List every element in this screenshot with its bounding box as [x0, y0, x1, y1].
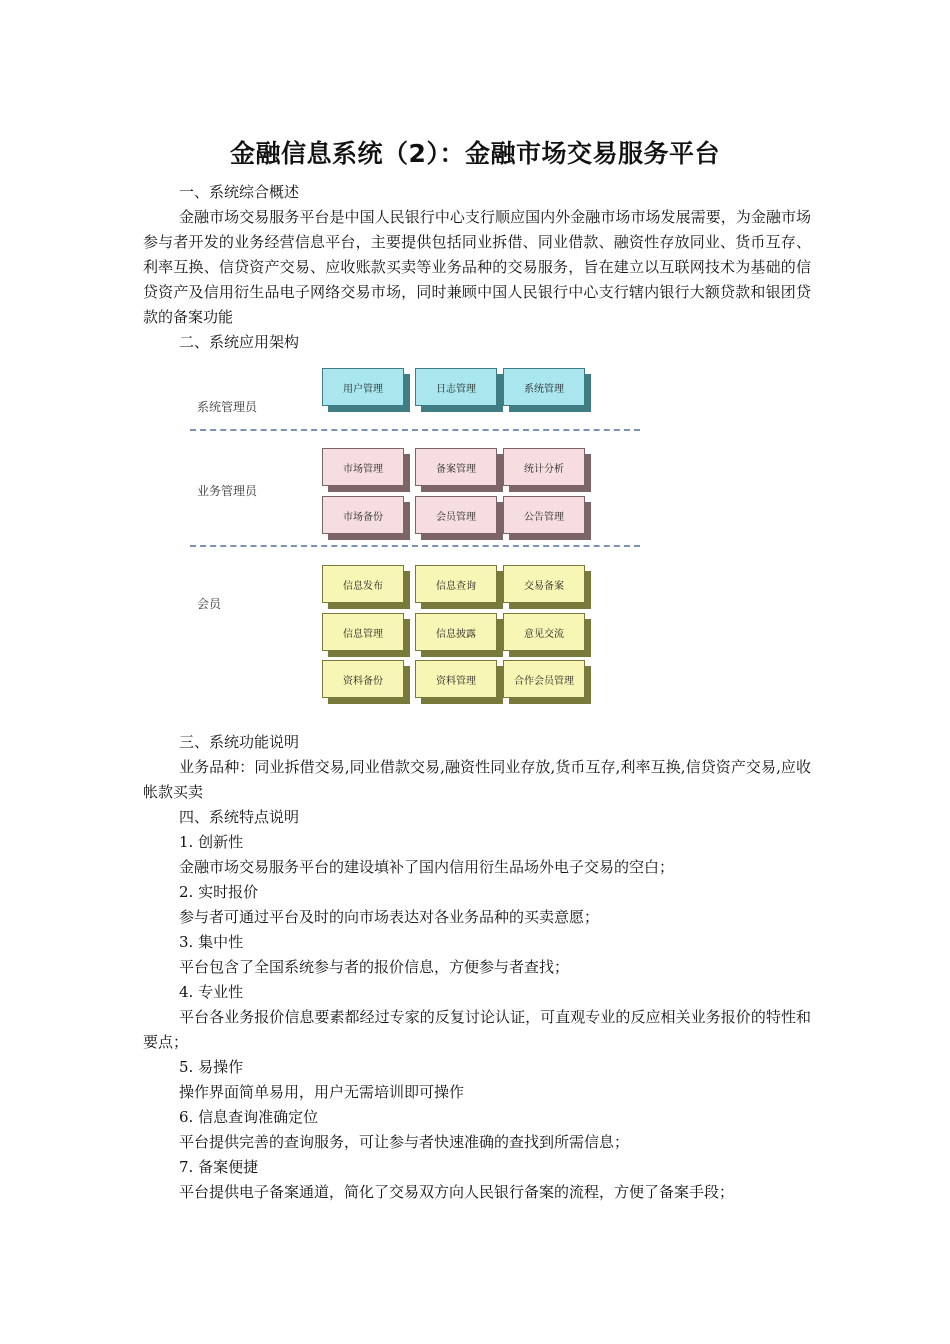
- feature-description: 平台提供电子备案通道，简化了交易双方向人民银行备案的流程，方便了备案手段；: [179, 1183, 735, 1201]
- section-2-heading: 二、系统应用架构: [179, 333, 300, 351]
- role-label-member: 会员: [197, 597, 222, 611]
- role-label-system-admin: 系统管理员: [197, 400, 258, 414]
- module-box-user-management: 用户管理: [322, 368, 404, 406]
- feature-label: 2. 实时报价: [179, 883, 259, 901]
- section-1-body: 金融市场交易服务平台是中国人民银行中心支行顺应国内外金融市场市场发展需要，为金融市场参与者开发的业务经营信息平台，主要提供包括同业拆借、同业借款、融资性存放同业、货币互存、利率互换、信贷资产交易、应收账款买卖等业务品种的交易服务，旨在建立以互联网技术为基础的信贷资产及信用衍生品电子网络交易市场，同时兼顾中国人民银行中心支行辖内银行大额贷款和银团贷款的备案功能: [143, 208, 811, 326]
- role-label-business-admin: 业务管理员: [197, 484, 258, 498]
- layer-separator: [190, 429, 640, 431]
- layer-separator: [190, 545, 640, 547]
- module-box-member-management: 会员管理: [415, 496, 497, 534]
- architecture-diagram: [185, 360, 645, 710]
- module-box-system-management: 系统管理: [503, 368, 585, 406]
- feature-label: 5. 易操作: [179, 1058, 244, 1076]
- feature-description: 平台各业务报价信息要素都经过专家的反复讨论认证，可直观专业的反应相关业务报价的特性和要点；: [143, 1008, 811, 1051]
- module-box-statistics: 统计分析: [503, 448, 585, 486]
- module-box-announcement-management: 公告管理: [503, 496, 585, 534]
- feature-label: 3. 集中性: [179, 933, 244, 951]
- feature-description: 金融市场交易服务平台的建设填补了国内信用衍生品场外电子交易的空白；: [179, 858, 675, 876]
- feature-label: 6. 信息查询准确定位: [179, 1108, 319, 1126]
- feature-label: 1. 创新性: [179, 833, 244, 851]
- feature-label: 4. 专业性: [179, 983, 244, 1001]
- section-3-heading: 三、系统功能说明: [179, 733, 300, 751]
- module-box-info-disclosure: 信息披露: [415, 613, 497, 651]
- section-3-body: 业务品种：同业拆借交易,同业借款交易,融资性同业存放,货币互存,利率互换,信贷资产交易,应收帐款买卖: [143, 758, 811, 801]
- module-box-log-management: 日志管理: [415, 368, 497, 406]
- module-box-trade-filing: 交易备案: [503, 565, 585, 603]
- module-box-filing-management: 备案管理: [415, 448, 497, 486]
- page-title: 金融信息系统（2）：金融市场交易服务平台: [230, 139, 720, 168]
- module-box-info-query: 信息查询: [415, 565, 497, 603]
- section-4-heading: 四、系统特点说明: [179, 808, 300, 826]
- feature-description: 操作界面简单易用，用户无需培训即可操作: [179, 1083, 465, 1101]
- section-1-heading: 一、系统综合概述: [179, 183, 300, 201]
- module-box-info-publish: 信息发布: [322, 565, 404, 603]
- module-box-info-management: 信息管理: [322, 613, 404, 651]
- feature-label: 7. 备案便捷: [179, 1158, 259, 1176]
- module-box-market-backup: 市场备份: [322, 496, 404, 534]
- feature-description: 平台提供完善的查询服务，可让参与者快速准确的查找到所需信息；: [179, 1133, 630, 1151]
- feature-description: 参与者可通过平台及时的向市场表达对各业务品种的买卖意愿；: [179, 908, 600, 926]
- module-box-data-management: 资料管理: [415, 660, 497, 698]
- module-box-feedback: 意见交流: [503, 613, 585, 651]
- module-box-market-management: 市场管理: [322, 448, 404, 486]
- module-box-data-backup: 资料备份: [322, 660, 404, 698]
- feature-description: 平台包含了全国系统参与者的报价信息，方便参与者查找；: [179, 958, 570, 976]
- module-box-partner-member-management: 合作会员管理: [503, 660, 585, 698]
